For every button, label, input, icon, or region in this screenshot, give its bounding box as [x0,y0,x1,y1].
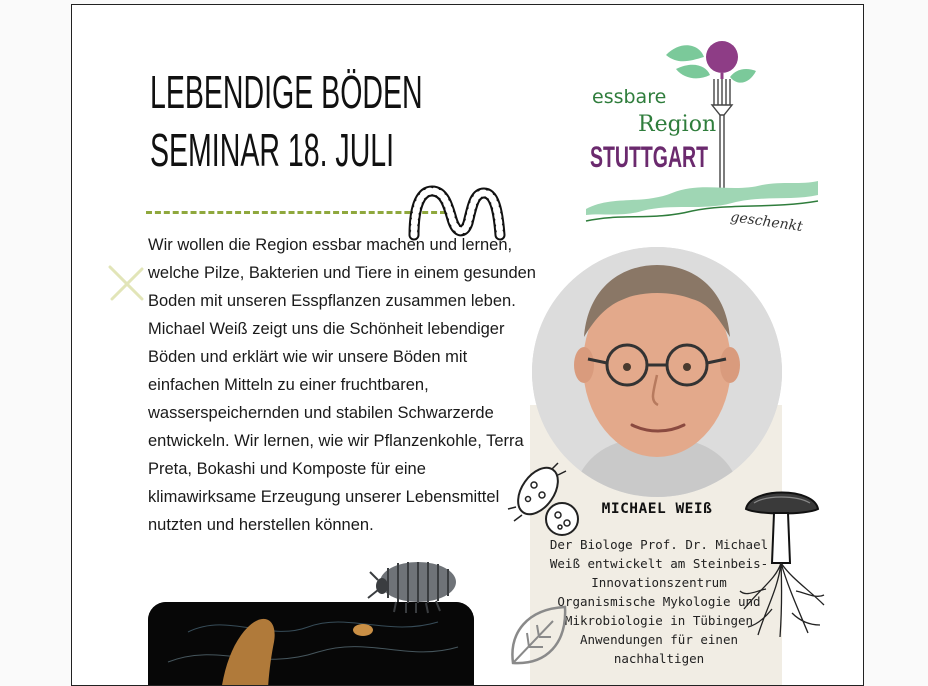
soil-fungus-photo [148,602,474,686]
logo-line-3: STUTTGART [590,141,708,174]
title-line-2: SEMINAR 18. JULI [150,124,395,176]
speaker-portrait [532,247,782,497]
woodlouse-icon [366,558,462,614]
seminar-flyer [71,4,864,686]
mushroom-roots-icon [736,479,828,639]
title-line-1: LEBENDIGE BÖDEN [150,66,423,118]
cross-mark-icon [106,263,146,303]
essbare-region-logo [582,35,822,235]
page-title [150,63,590,179]
intro-paragraph: Wir wollen die Region essbar machen und lernen, welche Pilze, Bakterien und Tiere in einem gesunden Boden mit unseren Esspflanzen zusammen leben. Michael Weiß zeigt uns die Schönheit lebendiger Böden und erklärt wie wir unsere Böden mit einfachen Mitteln zu einer fruchtbaren, wasserspeichernden und stabilen Schwarzerde entwickeln. Wir lernen, wie wir Pflanzenkohle, Terra Preta, Bokashi und Komposte für eine klimawirksame Erzeugung unserer Lebensmittel nutzten und herstellen können. [148,236,536,534]
bacteria-icon [504,461,588,545]
logo-line-1: essbare [592,86,667,108]
dashed-divider [146,211,446,218]
logo-tagline: geschenkt [729,209,804,235]
logo-line-2: Region [638,112,717,137]
speaker-bio: Der Biologe Prof. Dr. Michael Weiß entwickelt am Steinbeis-Innovationszentrum Organismische Mykologie und Mikrobiologie in Tübingen Anwendungen für einen nachhaltigen [549,537,769,666]
speaker-name: MICHAEL WEIß [601,501,713,517]
leaf-icon [507,603,571,669]
